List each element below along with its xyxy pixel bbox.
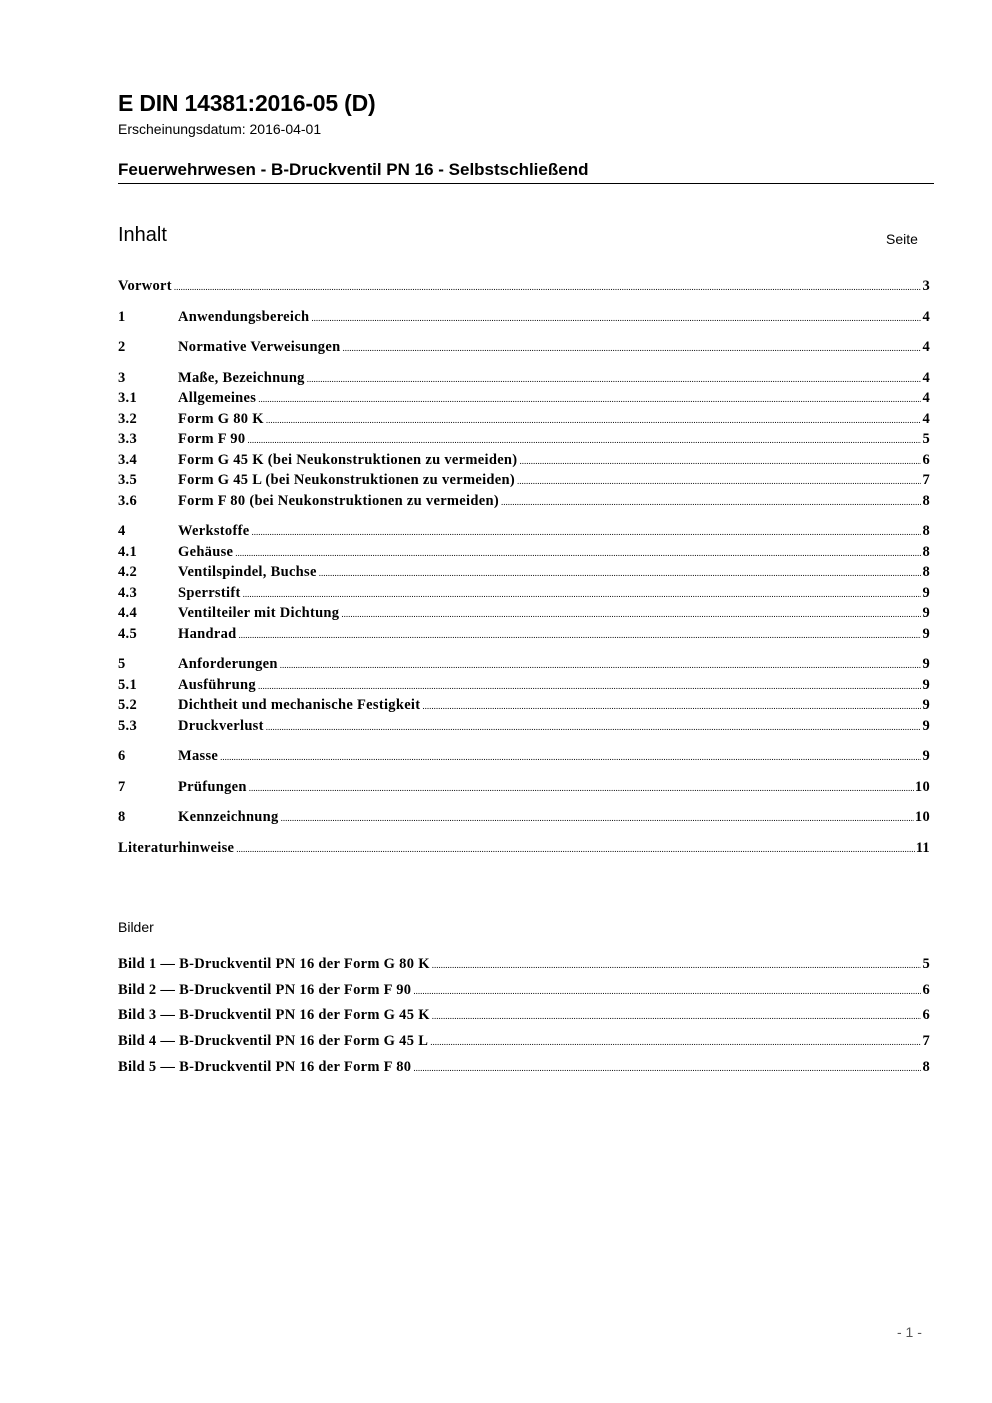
- toc-entry-2[interactable]: [118, 339, 930, 360]
- toc-entry-number: 5: [118, 656, 126, 672]
- dot-leader: [280, 660, 922, 670]
- toc-entry-title: Literaturhinweise: [118, 839, 235, 856]
- toc-entry-page: 9: [922, 625, 930, 642]
- toc-entry-title: Form G 45 K (bei Neukonstruktionen zu vermeiden): [178, 451, 518, 468]
- toc-entry-page: 4: [922, 339, 930, 355]
- toc-entry-page: 4: [922, 390, 930, 406]
- toc-entry-title: Anwendungsbereich: [178, 308, 310, 325]
- toc-entry-page: 3: [922, 278, 930, 294]
- toc-entry-3-3[interactable]: [118, 431, 930, 452]
- toc-entry-5-1[interactable]: [118, 677, 930, 698]
- toc-entry-number: 4.4: [118, 605, 138, 621]
- dot-leader: [432, 960, 922, 970]
- dot-leader: [342, 343, 921, 353]
- toc-entry-number: 4: [118, 523, 126, 539]
- figures-heading: Bilder: [118, 919, 154, 935]
- toc-entry-page: 10: [914, 809, 930, 825]
- document-title: E DIN 14381:2016-05 (D): [118, 90, 376, 116]
- toc-entry-5-2[interactable]: [118, 697, 930, 718]
- toc-entry-number: 2: [118, 339, 126, 355]
- toc-entry-page: 11: [915, 839, 930, 856]
- toc-heading: Inhalt: [118, 224, 167, 246]
- dot-leader: [236, 844, 914, 854]
- toc-entry-page: 8: [922, 564, 930, 580]
- toc-entry-4-1[interactable]: [118, 544, 930, 565]
- toc-entry-title: Normative Verweisungen: [178, 339, 341, 355]
- toc-entry-number: 3: [118, 369, 126, 386]
- dot-leader: [413, 986, 921, 996]
- toc-entry-page: 4: [922, 308, 930, 325]
- toc-entry-page: 9: [922, 676, 930, 693]
- dot-leader: [235, 548, 921, 558]
- toc-entry-3-4[interactable]: [118, 452, 930, 473]
- toc-entry-vorwort[interactable]: [118, 278, 930, 299]
- dot-leader: [249, 783, 914, 793]
- toc-entry-number: 3.3: [118, 431, 138, 447]
- dot-leader: [341, 609, 921, 619]
- toc-entry-title: Form F 80 (bei Neukonstruktionen zu vermeiden): [178, 492, 499, 509]
- toc-entry-page: 9: [922, 656, 930, 672]
- dot-leader: [307, 374, 922, 384]
- toc-entry-number: 1: [118, 308, 126, 325]
- dot-leader: [319, 568, 922, 578]
- toc-entry-page: 8: [922, 523, 930, 539]
- toc-entry-page: 9: [922, 717, 930, 734]
- figure-entry-page: 6: [922, 981, 930, 998]
- document-subject: Feuerwehrwesen - B-Druckventil PN 16 - Selbstschließend: [118, 160, 589, 179]
- toc-entry-8[interactable]: [118, 809, 930, 830]
- toc-entry-title: Dichtheit und mechanische Festigkeit: [178, 697, 421, 713]
- toc-entry-title: Ventilteiler mit Dichtung: [178, 605, 340, 621]
- toc-entry-page: 8: [922, 492, 930, 509]
- toc-entry-4[interactable]: [118, 523, 930, 544]
- figure-entry-5[interactable]: [118, 1059, 930, 1085]
- figure-entry-title: Bild 2 — B-Druckventil PN 16 der Form F 90: [118, 981, 412, 998]
- toc-entry-page: 7: [922, 472, 930, 488]
- dot-leader: [519, 456, 921, 466]
- toc-entry-4-3[interactable]: [118, 585, 930, 606]
- toc-entry-page: 9: [922, 584, 930, 601]
- dot-leader: [174, 282, 922, 292]
- toc-entry-title: Form G 45 L (bei Neukonstruktionen zu vermeiden): [178, 472, 516, 488]
- figure-entry-title: Bild 3 — B-Druckventil PN 16 der Form G 45 K: [118, 1007, 430, 1024]
- toc-entry-number: 4.3: [118, 584, 138, 601]
- toc-entry-title: Druckverlust: [178, 717, 264, 734]
- toc-entry-title: Handrad: [178, 625, 237, 642]
- toc-entry-title: Anforderungen: [178, 656, 278, 672]
- dot-leader: [413, 1063, 921, 1073]
- dot-leader: [239, 630, 922, 640]
- toc-entry-page: 9: [922, 697, 930, 713]
- dot-leader: [430, 1037, 921, 1047]
- toc-entry-title: Vorwort: [118, 278, 172, 294]
- toc-entry-page: 4: [922, 369, 930, 386]
- toc-entry-page: 4: [922, 410, 930, 427]
- toc-entry-number: 3.6: [118, 492, 138, 509]
- dot-leader: [501, 497, 921, 507]
- toc-entry-title: Prüfungen: [178, 778, 247, 795]
- page-number: - 1 -: [897, 1324, 922, 1340]
- toc-entry-6[interactable]: [118, 748, 930, 769]
- figure-entry-4[interactable]: [118, 1033, 930, 1059]
- dot-leader: [281, 813, 914, 823]
- toc-entry-number: 6: [118, 748, 126, 764]
- toc-entry-number: 5.3: [118, 717, 138, 734]
- dot-leader: [311, 313, 921, 323]
- dot-leader: [266, 722, 922, 732]
- figure-entry-page: 8: [922, 1058, 930, 1075]
- dot-leader: [243, 589, 922, 599]
- toc-entry-number: 5.1: [118, 676, 138, 693]
- table-of-contents: [118, 278, 930, 860]
- dot-leader: [432, 1011, 922, 1021]
- toc-entry-3-6[interactable]: [118, 493, 930, 514]
- toc-entry-title: Form G 80 K: [178, 410, 264, 427]
- toc-entry-number: 5.2: [118, 697, 138, 713]
- toc-entry-title: Allgemeines: [178, 390, 257, 406]
- dot-leader: [220, 752, 921, 762]
- toc-entry-7[interactable]: [118, 779, 930, 800]
- figure-entry-page: 5: [922, 956, 930, 972]
- toc-entry-title: Werkstoffe: [178, 523, 250, 539]
- toc-entry-page: 9: [922, 605, 930, 621]
- toc-entry-title: Masse: [178, 748, 219, 764]
- toc-entry-number: 4.1: [118, 543, 138, 560]
- toc-entry-3-1[interactable]: [118, 390, 930, 411]
- figure-entry-page: 6: [922, 1007, 930, 1024]
- toc-entry-number: 4.2: [118, 564, 138, 580]
- dot-leader: [266, 415, 922, 425]
- toc-entry-number: 3.2: [118, 410, 138, 427]
- publication-date: Erscheinungsdatum: 2016-04-01: [118, 121, 322, 137]
- toc-entry-3-2[interactable]: [118, 411, 930, 432]
- figure-entry-3[interactable]: [118, 1007, 930, 1033]
- toc-entry-page: 8: [922, 543, 930, 560]
- toc-entry-page: 5: [922, 431, 930, 447]
- figure-entry-title: Bild 4 — B-Druckventil PN 16 der Form G 45 L: [118, 1033, 429, 1050]
- toc-entry-title: Maße, Bezeichnung: [178, 369, 305, 386]
- toc-entry-5[interactable]: [118, 656, 930, 677]
- dot-leader: [247, 435, 921, 445]
- toc-entry-page: 6: [922, 451, 930, 468]
- toc-entry-number: 4.5: [118, 625, 138, 642]
- toc-entry-4-4[interactable]: [118, 605, 930, 626]
- toc-entry-title: Form F 90: [178, 431, 246, 447]
- toc-entry-literaturhinweise[interactable]: [118, 840, 930, 861]
- toc-entry-number: 3.5: [118, 472, 138, 488]
- toc-entry-5-3[interactable]: [118, 718, 930, 739]
- toc-page-label: Seite: [886, 231, 918, 247]
- toc-entry-4-5[interactable]: [118, 626, 930, 647]
- toc-entry-number: 7: [118, 778, 126, 795]
- toc-entry-number: 3.4: [118, 451, 138, 468]
- toc-entry-number: 8: [118, 809, 126, 825]
- figure-entry-title: Bild 1 — B-Druckventil PN 16 der Form G 80 K: [118, 956, 430, 972]
- toc-entry-number: 3.1: [118, 390, 138, 406]
- toc-entry-3[interactable]: [118, 370, 930, 391]
- toc-entry-title: Sperrstift: [178, 584, 241, 601]
- toc-entry-title: Gehäuse: [178, 543, 234, 560]
- list-of-figures: [118, 956, 930, 1084]
- dot-leader: [517, 476, 921, 486]
- figure-entry-2[interactable]: [118, 982, 930, 1008]
- toc-entry-title: Kennzeichnung: [178, 809, 279, 825]
- toc-entry-3-5[interactable]: [118, 472, 930, 493]
- header-divider: [118, 183, 934, 184]
- toc-entry-1[interactable]: [118, 309, 930, 330]
- figure-entry-title: Bild 5 — B-Druckventil PN 16 der Form F 80: [118, 1058, 412, 1075]
- dot-leader: [422, 701, 921, 711]
- dot-leader: [258, 681, 921, 691]
- dot-leader: [251, 527, 921, 537]
- toc-entry-page: 9: [922, 748, 930, 764]
- figure-entry-page: 7: [922, 1033, 930, 1050]
- dot-leader: [258, 394, 921, 404]
- toc-entry-4-2[interactable]: [118, 564, 930, 585]
- figure-entry-1[interactable]: [118, 956, 930, 982]
- toc-entry-title: Ventilspindel, Buchse: [178, 564, 317, 580]
- toc-entry-title: Ausführung: [178, 676, 256, 693]
- toc-entry-page: 10: [914, 778, 930, 795]
